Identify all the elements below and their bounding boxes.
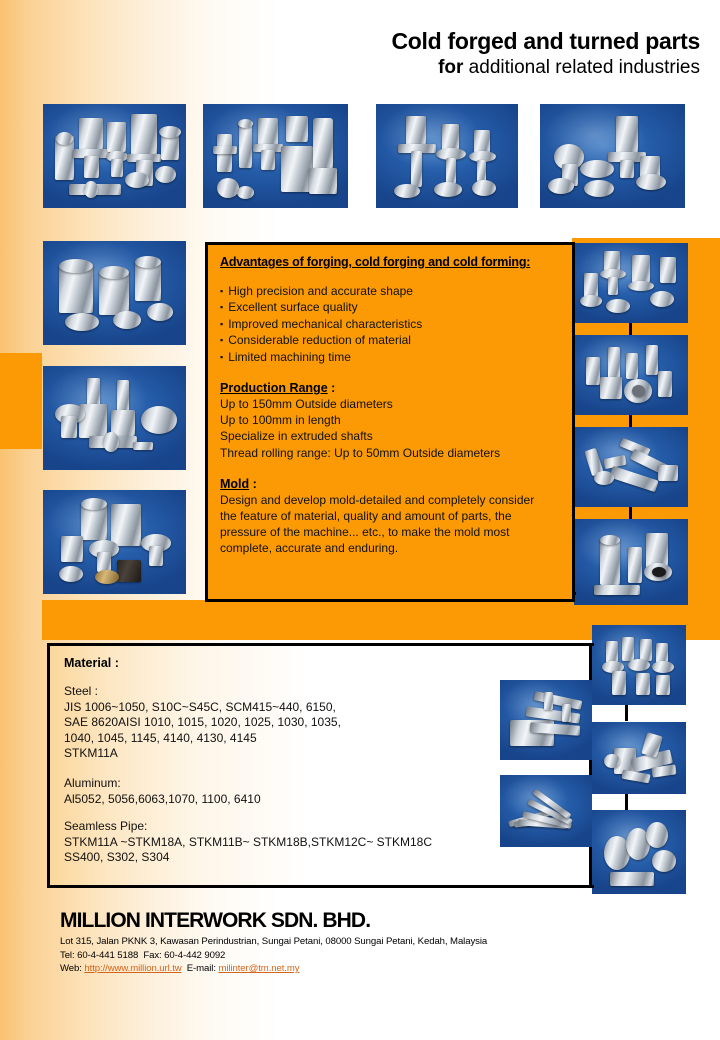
part-shape	[610, 872, 654, 886]
company-address: Lot 315, Jalan PKNK 3, Kawasan Perindustrian, Sungai Petani, 08000 Sungai Petani, Kedah, Malaysia	[60, 936, 488, 947]
part-shape	[628, 281, 654, 291]
part-shape	[628, 659, 650, 671]
photo-top-4	[540, 104, 685, 208]
material-heading: Material :	[64, 656, 119, 670]
part-shape	[646, 822, 668, 848]
part-shape	[237, 186, 254, 199]
part-shape	[594, 585, 640, 595]
mold-line: the feature of material, quality and amount of parts, the	[220, 509, 512, 524]
orange-block-left	[0, 353, 42, 449]
part-shape	[586, 357, 600, 385]
footer	[60, 908, 680, 976]
part-shape	[217, 178, 239, 198]
part-shape	[650, 291, 674, 307]
part-shape	[97, 552, 111, 572]
production-line: Up to 100mm in length	[220, 413, 341, 428]
title-line-1: Cold forged and turned parts	[391, 28, 700, 54]
part-shape	[59, 259, 93, 273]
photo-right-2	[574, 335, 688, 415]
production-range-heading-text: Production Range	[220, 381, 328, 396]
web-label: Web:	[60, 963, 82, 975]
part-shape	[600, 539, 620, 585]
photo-bottom-5	[592, 810, 686, 894]
part-shape	[446, 158, 456, 184]
production-line: Specialize in extruded shafts	[220, 429, 373, 444]
part-shape	[544, 692, 553, 710]
photo-left-3	[43, 490, 186, 594]
list-item: ▪ High precision and accurate shape	[220, 283, 560, 299]
part-shape	[646, 345, 658, 375]
photo-connector-line	[482, 643, 594, 646]
part-shape	[660, 257, 676, 283]
photo-right-1	[574, 243, 688, 323]
photo-left-2	[43, 366, 186, 470]
part-shape	[606, 641, 618, 663]
material-pipe-line: STKM11A ~STKM18A, STKM11B~ STKM18B,STKM12C~ STKM18C	[64, 834, 433, 849]
photo-bottom-3	[592, 722, 686, 794]
part-shape	[580, 160, 614, 178]
part-shape	[628, 547, 642, 583]
material-steel-line: SAE 8620AISI 1010, 1015, 1020, 1025, 1030, 1035,	[64, 715, 341, 730]
advantages-heading-colon: :	[526, 255, 531, 269]
part-shape	[141, 406, 177, 434]
part-shape	[594, 471, 614, 485]
mold-heading	[220, 477, 560, 491]
part-shape	[81, 498, 107, 510]
part-shape	[261, 150, 275, 170]
email-link[interactable]: milinter@tm.net.my	[218, 963, 300, 975]
part-shape	[84, 156, 99, 178]
part-shape	[411, 151, 422, 187]
photo-top-2	[203, 104, 348, 208]
fax-text: Fax: 60-4-442 9092	[143, 949, 226, 961]
list-item: ▪ Limited machining time	[220, 349, 560, 365]
material-aluminum-group	[64, 776, 575, 807]
advantages-heading	[220, 255, 560, 269]
part-shape	[640, 639, 652, 661]
company-name: MILLION INTERWORK SDN. BHD.	[60, 909, 371, 932]
part-shape	[117, 560, 141, 582]
part-shape	[95, 570, 119, 584]
part-shape	[155, 166, 176, 183]
photo-connector-line	[625, 705, 628, 721]
part-shape	[616, 116, 638, 154]
part-shape	[652, 850, 676, 872]
photo-right-3	[574, 427, 688, 507]
title-line-2-bold: for	[438, 57, 464, 78]
part-shape	[658, 465, 678, 481]
part-shape	[111, 159, 123, 177]
part-shape	[656, 675, 670, 695]
part-shape	[626, 353, 638, 379]
part-shape	[286, 116, 308, 142]
company-contact	[60, 962, 680, 976]
part-shape	[107, 122, 126, 152]
production-line: Up to 150mm Outside diameters	[220, 397, 393, 412]
part-shape	[622, 637, 634, 661]
photo-connector-line	[629, 323, 632, 335]
title-line-2-rest: additional related industries	[463, 57, 700, 78]
mold-line: complete, accurate and enduring.	[220, 541, 399, 556]
part-shape	[59, 566, 83, 582]
part-shape	[394, 184, 420, 198]
title-line-2	[300, 56, 700, 80]
part-shape	[600, 377, 622, 399]
advantages-panel	[205, 242, 575, 602]
mold-line: Design and develop mold-detailed and completely consider	[220, 492, 535, 507]
part-shape	[608, 347, 620, 379]
part-shape	[636, 673, 650, 695]
part-shape	[99, 266, 129, 279]
part-shape	[434, 182, 462, 197]
material-aluminum-label: Aluminum:	[64, 775, 121, 790]
photo-bottom-2	[500, 680, 592, 760]
part-shape	[608, 277, 618, 295]
part-shape	[117, 380, 129, 414]
material-steel-label: Steel :	[64, 684, 99, 698]
production-range-colon: :	[331, 381, 336, 396]
page-title	[300, 28, 700, 80]
production-line: Thread rolling range: Up to 50mm Outside diameters	[220, 445, 501, 460]
part-shape	[239, 122, 252, 168]
material-steel-line: STKM11A	[64, 746, 118, 761]
part-shape	[61, 536, 83, 562]
part-shape	[313, 118, 333, 170]
material-pipe-group	[64, 819, 575, 866]
photo-top-1	[43, 104, 186, 208]
photo-connector-line	[625, 794, 628, 810]
part-shape	[600, 535, 620, 545]
production-range-body	[220, 396, 560, 461]
part-shape	[658, 371, 672, 397]
material-steel-line: 1040, 1045, 1145, 4140, 4130, 4145	[64, 730, 257, 745]
part-shape	[620, 160, 634, 178]
part-shape	[103, 432, 119, 452]
photo-connector-line	[629, 415, 632, 427]
part-shape	[632, 385, 645, 397]
part-shape	[636, 174, 666, 190]
tel-text: Tel: 60-4-441 5188	[60, 949, 139, 961]
part-shape	[604, 754, 620, 768]
part-shape	[477, 160, 486, 182]
mold-body	[220, 492, 560, 557]
email-label: E-mail:	[186, 963, 216, 975]
part-shape	[147, 303, 173, 321]
material-pipe-line: SS400, S302, S304	[64, 850, 170, 865]
part-shape	[562, 704, 571, 722]
photo-left-1	[43, 241, 186, 345]
part-shape	[133, 442, 153, 450]
photo-right-4	[574, 519, 688, 605]
part-shape	[309, 168, 337, 194]
mold-heading-text: Mold	[220, 476, 250, 491]
part-shape	[656, 643, 668, 663]
part-shape	[238, 119, 253, 128]
photo-connector-line	[482, 885, 594, 888]
part-shape	[65, 313, 99, 331]
part-shape	[113, 311, 141, 329]
part-shape	[125, 172, 149, 188]
part-shape	[159, 126, 181, 138]
part-shape	[61, 416, 77, 438]
website-link[interactable]: http://www.million.url.tw	[84, 963, 182, 975]
part-shape	[84, 181, 98, 198]
list-item: ▪ Improved mechanical characteristics	[220, 316, 560, 332]
part-shape	[472, 180, 496, 196]
part-shape	[580, 295, 602, 307]
part-shape	[632, 255, 650, 283]
photo-top-3	[376, 104, 518, 208]
part-shape	[606, 299, 630, 313]
list-item: ▪ Considerable reduction of material	[220, 332, 560, 348]
part-shape	[135, 256, 161, 268]
part-shape	[111, 504, 141, 546]
list-item: ▪ Excellent surface quality	[220, 299, 560, 315]
mold-colon: :	[252, 476, 257, 491]
part-shape	[213, 146, 237, 154]
part-shape	[612, 671, 626, 695]
material-pipe-label: Seamless Pipe:	[64, 819, 148, 834]
part-shape	[652, 567, 666, 577]
part-shape	[584, 180, 614, 197]
advantages-list	[220, 283, 560, 365]
part-shape	[548, 178, 574, 194]
photo-bottom-4	[500, 775, 592, 847]
part-shape	[131, 114, 157, 156]
part-shape	[652, 661, 674, 673]
part-shape	[149, 546, 163, 566]
mold-line: pressure of the machine... etc., to make the mold most	[220, 525, 510, 540]
photo-connector-line	[629, 507, 632, 519]
production-range-heading	[220, 381, 560, 395]
part-shape	[406, 116, 426, 146]
company-phone	[60, 949, 680, 963]
advantages-heading-text: Advantages of forging, cold forging and cold forming	[220, 255, 527, 269]
material-steel-group	[64, 684, 575, 762]
material-steel-line: JIS 1006~1050, S10C~S45C, SCM415~440, 6150,	[64, 699, 336, 714]
photo-bottom-1	[592, 625, 686, 705]
material-aluminum-line: Al5052, 5056,6063,1070, 1100, 6410	[64, 791, 261, 806]
part-shape	[56, 132, 73, 145]
part-shape	[79, 118, 103, 152]
